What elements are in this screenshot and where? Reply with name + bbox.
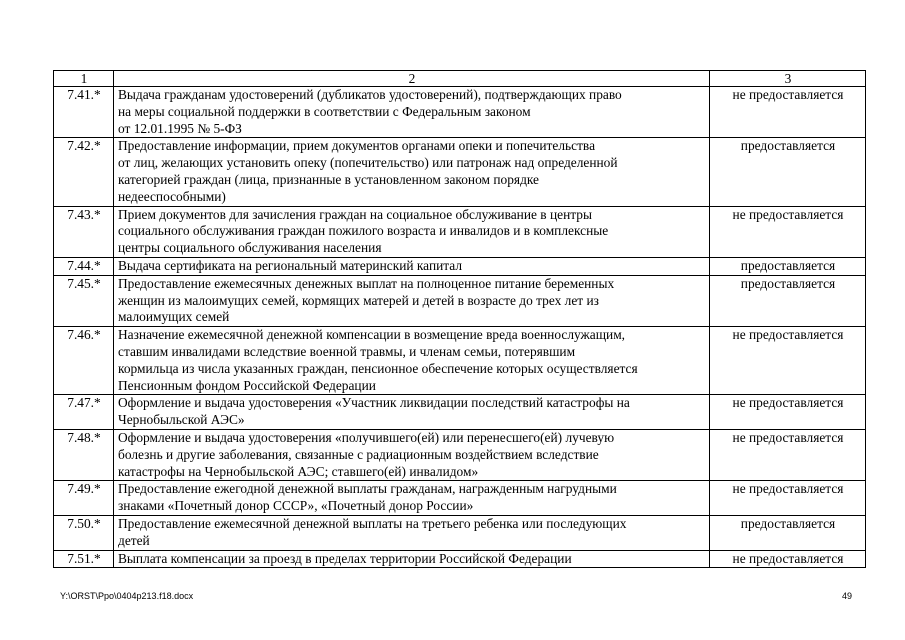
table-row bbox=[54, 206, 866, 257]
table-row bbox=[54, 257, 866, 275]
service-status: предоставляется bbox=[710, 275, 866, 326]
row-number: 7.48.* bbox=[54, 429, 114, 480]
row-number: 7.45.* bbox=[54, 275, 114, 326]
row-number: 7.44.* bbox=[54, 257, 114, 275]
table-row bbox=[54, 515, 866, 550]
service-description bbox=[114, 481, 710, 516]
description-line: детей bbox=[118, 532, 150, 548]
service-description bbox=[114, 275, 710, 326]
description-line: на меры социальной поддержки в соответствии с Федеральным законом bbox=[118, 103, 531, 119]
description-line: кормильца из числа указанных граждан, пенсионное обеспечение которых осуществляется bbox=[118, 360, 638, 376]
table-row bbox=[54, 481, 866, 516]
service-description bbox=[114, 429, 710, 480]
table-row bbox=[54, 87, 866, 138]
service-status: не предоставляется bbox=[710, 206, 866, 257]
service-status: не предоставляется bbox=[710, 87, 866, 138]
service-description bbox=[114, 327, 710, 395]
description-line: Выдача гражданам удостоверений (дубликатов удостоверений), подтверждающих право bbox=[118, 87, 622, 102]
row-number: 7.46.* bbox=[54, 327, 114, 395]
table-row bbox=[54, 395, 866, 430]
header-cell-3: 3 bbox=[710, 71, 866, 87]
row-number: 7.43.* bbox=[54, 206, 114, 257]
description-line: Пенсионным фондом Российской Федерации bbox=[118, 377, 376, 393]
row-number: 7.51.* bbox=[54, 550, 114, 568]
table-row bbox=[54, 138, 866, 206]
service-status: предоставляется bbox=[710, 257, 866, 275]
service-status: не предоставляется bbox=[710, 395, 866, 430]
service-status: не предоставляется bbox=[710, 429, 866, 480]
description-line: знаками «Почетный донор СССР», «Почетный донор России» bbox=[118, 498, 474, 514]
description-line: Назначение ежемесячной денежной компенсации в возмещение вреда военнослужащим, bbox=[118, 327, 626, 343]
service-description bbox=[114, 206, 710, 257]
footer-page-number: 49 bbox=[842, 591, 853, 601]
table-row bbox=[54, 429, 866, 480]
description-line: Предоставление ежемесячных денежных выплат на полноценное питание беременных bbox=[118, 275, 615, 291]
description-line: недееспособными) bbox=[118, 188, 226, 204]
services-table bbox=[53, 70, 866, 568]
service-status: предоставляется bbox=[710, 138, 866, 206]
service-status: не предоставляется bbox=[710, 327, 866, 395]
header-cell-1: 1 bbox=[54, 71, 114, 87]
row-number: 7.49.* bbox=[54, 481, 114, 516]
table-row bbox=[54, 550, 866, 568]
description-line: болезнь и другие заболевания, связанные с радиационным воздействием вследствие bbox=[118, 446, 599, 462]
footer-file-path: Y:\ORST\Ppo\0404p213.f18.docx bbox=[60, 591, 194, 601]
row-number: 7.47.* bbox=[54, 395, 114, 430]
table-header-row bbox=[54, 71, 866, 87]
service-status: не предоставляется bbox=[710, 481, 866, 516]
description-line: категорией граждан (лица, признанные в установленном законом порядке bbox=[118, 171, 539, 187]
description-line: Оформление и выдача удостоверения «получившего(ей) или перенесшего(ей) лучевую bbox=[118, 429, 615, 445]
table-row bbox=[54, 327, 866, 395]
description-line: женщин из малоимущих семей, кормящих матерей и детей в возрасте до трех лет из bbox=[118, 292, 599, 308]
description-line: социального обслуживания граждан пожилого возраста и инвалидов и в комплексные bbox=[118, 223, 609, 239]
description-line: ставшим инвалидами вследствие военной травмы, и членам семьи, потерявшим bbox=[118, 343, 576, 359]
description-line: Выдача сертификата на региональный материнский капитал bbox=[118, 257, 463, 273]
service-description bbox=[114, 138, 710, 206]
service-description bbox=[114, 87, 710, 138]
description-line: Предоставление ежемесячной денежной выплаты на третьего ребенка или последующих bbox=[118, 515, 627, 531]
table-body bbox=[54, 71, 866, 568]
description-line: катастрофы на Чернобыльской АЭС; ставшего(ей) инвалидом» bbox=[118, 463, 479, 479]
description-line: Выплата компенсации за проезд в пределах территории Российской Федерации bbox=[118, 550, 572, 566]
row-number: 7.42.* bbox=[54, 138, 114, 206]
description-line: Чернобыльской АЭС» bbox=[118, 412, 245, 428]
service-description bbox=[114, 515, 710, 550]
description-line: Оформление и выдача удостоверения «Участник ликвидации последствий катастрофы на bbox=[118, 395, 630, 411]
row-number: 7.50.* bbox=[54, 515, 114, 550]
header-cell-2: 2 bbox=[114, 71, 710, 87]
service-description bbox=[114, 257, 710, 275]
description-line: от лиц, желающих установить опеку (попечительство) или патронаж над определенной bbox=[118, 155, 618, 171]
description-line: Прием документов для зачисления граждан на социальное обслуживание в центры bbox=[118, 206, 592, 222]
service-description bbox=[114, 395, 710, 430]
description-line: малоимущих семей bbox=[118, 309, 230, 325]
description-line: центры социального обслуживания населения bbox=[118, 240, 382, 256]
description-line: от 12.01.1995 № 5-ФЗ bbox=[118, 120, 242, 136]
service-status: не предоставляется bbox=[710, 550, 866, 568]
service-status: предоставляется bbox=[710, 515, 866, 550]
description-line: Предоставление информации, прием документов органами опеки и попечительства bbox=[118, 138, 596, 154]
row-number: 7.41.* bbox=[54, 87, 114, 138]
service-description bbox=[114, 550, 710, 568]
table-row bbox=[54, 275, 866, 326]
description-line: Предоставление ежегодной денежной выплаты гражданам, награжденным нагрудными bbox=[118, 481, 617, 497]
